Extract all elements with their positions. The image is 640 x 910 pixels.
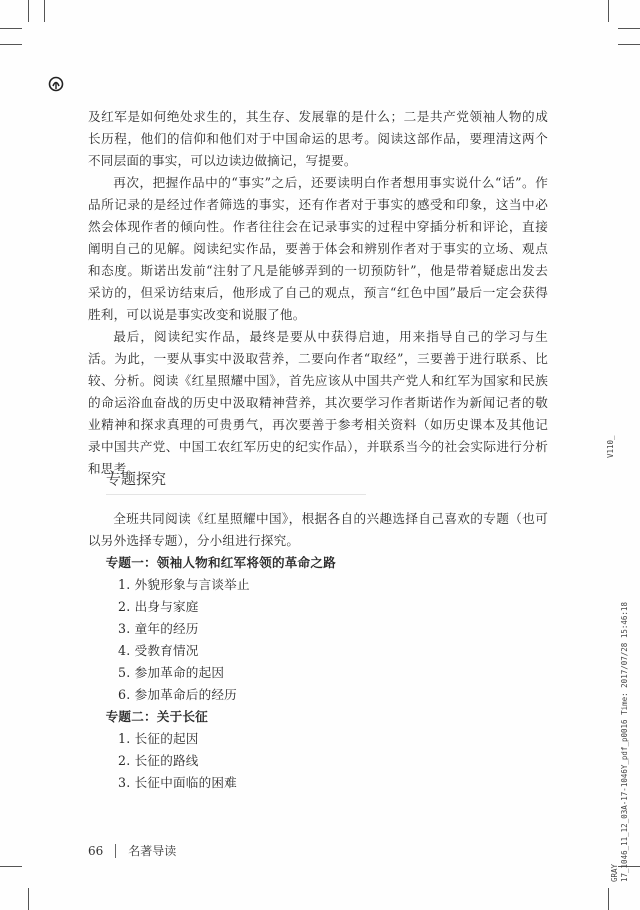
crop-mark [0, 44, 22, 45]
topic-heading: 专题一：领袖人物和红军将领的革命之路 [105, 555, 336, 570]
list-item: 1. 长征的起因 [118, 731, 199, 746]
section-divider [106, 494, 366, 495]
body-text [88, 106, 548, 480]
crop-mark [28, 0, 29, 22]
paragraph: 最后，阅读纪实作品，最终是要从中获得启迪，用来指导自己的学习与生活。为此，一要从事实中汲取营养，二要向作者“取经”，三要善于进行联系、比较、分析。阅读《红星照耀中国》，首先应该从中国共产党人和红军为国家和民族的命运浴血奋战的历史中汲取精神营养，其次要学习作者斯诺作为新闻记者的敬业精神和探求真理的可贵勇气，再次要善于参考相关资料（如历史课本及其他记录中国共产党、中国工农红军历史的纪实作品），并联系当今的社会实际进行分析和思考。 [88, 329, 548, 476]
page-number: 66 [88, 843, 104, 858]
crop-mark [28, 888, 29, 910]
list-item: 1. 外貌形象与言谈举止 [118, 577, 250, 592]
crop-mark [44, 0, 45, 22]
print-stamp [610, 864, 619, 882]
print-info: 17_1046_11_12_03A-17-1046Y_pdf_p0016 Time: 2017/07/28 15:46:18 [620, 602, 629, 882]
list-item: 2. 出身与家庭 [118, 599, 199, 614]
print-code: V110_ [606, 435, 615, 458]
topic-heading: 专题二：关于长征 [105, 709, 208, 724]
print-stamp [620, 602, 629, 882]
crop-mark [0, 866, 22, 867]
paragraph: 再次，把握作品中的“事实”之后，还要读明白作者想用事实说什么“话”。作品所记录的是经过作者筛选的事实，还有作者对于事实的感受和印象，这当中必然会体现作者的倾向性。作者往往会在记录事实的过程中穿插分析和评论，直接阐明自己的见解。阅读纪实作品，要善于体会和辨别作者对于事实的立场、观点和态度。斯诺出发前“注射了凡是能够弄到的一切预防针”，他是带着疑虑出发去采访的，但采访结束后，他形成了自己的观点，预言“红色中国”最后一定会获得胜利，可以说是事实改变和说服了他。 [88, 175, 548, 322]
page-footer [88, 842, 176, 859]
list-item: 5. 参加革命的起因 [118, 665, 225, 680]
crop-mark [618, 28, 640, 29]
crop-mark [608, 888, 609, 910]
book-title: 名著导读 [128, 844, 177, 858]
list-item: 4. 受教育情况 [118, 643, 199, 658]
crop-mark [608, 0, 609, 22]
list-item: 2. 长征的路线 [118, 753, 199, 768]
section-intro: 全班共同阅读《红星照耀中国》，根据各自的兴趣选择自己喜欢的专题（也可以另外选择专题），分小组进行探究。 [88, 511, 548, 548]
section-title: 专题探究 [106, 470, 167, 488]
list-item: 3. 童年的经历 [118, 621, 199, 636]
footer-divider [115, 844, 116, 858]
publisher-logo-icon [48, 76, 64, 92]
print-stamp [606, 435, 615, 458]
paragraph: 及红军是如何绝处求生的，其生存、发展靠的是什么；二是共产党领袖人物的成长历程，他们的信仰和他们对于中国命运的思考。阅读这部作品，要理清这两个不同层面的事实，可以边读边做摘记，写提要。 [88, 109, 548, 168]
crop-mark [0, 28, 22, 29]
list-item: 6. 参加革命后的经历 [118, 687, 237, 702]
print-gray: GRAY [610, 863, 619, 882]
section-content [88, 508, 548, 794]
crop-mark [618, 44, 640, 45]
list-item: 3. 长征中面临的困难 [118, 775, 237, 790]
